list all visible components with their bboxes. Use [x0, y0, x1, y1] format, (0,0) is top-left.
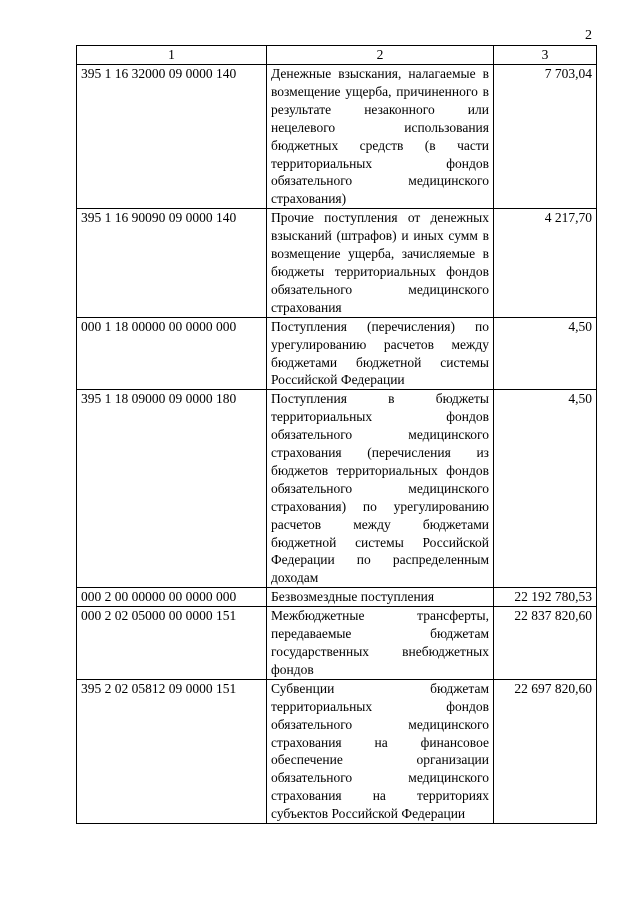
budget-revenue-table [76, 45, 597, 824]
classification-code: 395 1 16 32000 09 0000 140 [77, 65, 267, 209]
revenue-description: Прочие поступления от денежных взысканий (штрафов) и иных сумм в возмещение ущерба, зачисляемые в бюджеты территориальных фондов обязательного медицинского страхования [267, 209, 494, 317]
classification-code: 000 2 00 00000 00 0000 000 [77, 588, 267, 607]
table-row [77, 317, 597, 390]
revenue-description: Субвенции бюджетам территориальных фондов обязательного медицинского страхования на финансовое обеспечение организации обязательного медицинского страхования на территориях субъектов Российской Федерации [267, 679, 494, 823]
classification-code: 395 2 02 05812 09 0000 151 [77, 679, 267, 823]
revenue-amount: 22 697 820,60 [494, 679, 597, 823]
revenue-description: Денежные взыскания, налагаемые в возмещение ущерба, причиненного в результате незаконного или нецелевого использования бюджетных средств (в части территориальных фондов обязательного медицинского страхования) [267, 65, 494, 209]
table-row [77, 679, 597, 823]
revenue-amount: 22 192 780,53 [494, 588, 597, 607]
column-header-code: 1 [77, 46, 267, 65]
revenue-amount: 4,50 [494, 390, 597, 588]
revenue-amount: 7 703,04 [494, 65, 597, 209]
classification-code: 395 1 16 90090 09 0000 140 [77, 209, 267, 317]
page-number: 2 [585, 28, 592, 43]
revenue-description: Межбюджетные трансферты, передаваемые бюджетам государственных внебюджетных фондов [267, 607, 494, 680]
column-header-description: 2 [267, 46, 494, 65]
table-row [77, 390, 597, 588]
revenue-description: Поступления (перечисления) по урегулированию расчетов между бюджетами бюджетной системы Российской Федерации [267, 317, 494, 390]
revenue-description: Безвозмездные поступления [267, 588, 494, 607]
revenue-amount: 4,50 [494, 317, 597, 390]
table-header-row [77, 46, 597, 65]
table-row [77, 65, 597, 209]
column-header-amount: 3 [494, 46, 597, 65]
revenue-amount: 22 837 820,60 [494, 607, 597, 680]
table-row [77, 588, 597, 607]
classification-code: 395 1 18 09000 09 0000 180 [77, 390, 267, 588]
revenue-description: Поступления в бюджеты территориальных фондов обязательного медицинского страхования (перечисления из бюджетов территориальных фондов обязательного медицинского страхования) по урегулированию расчетов между бюджетами бюджетной системы Российской Федерации по распределенным доходам [267, 390, 494, 588]
classification-code: 000 2 02 05000 00 0000 151 [77, 607, 267, 680]
revenue-amount: 4 217,70 [494, 209, 597, 317]
table-row [77, 607, 597, 680]
table-row [77, 209, 597, 317]
classification-code: 000 1 18 00000 00 0000 000 [77, 317, 267, 390]
